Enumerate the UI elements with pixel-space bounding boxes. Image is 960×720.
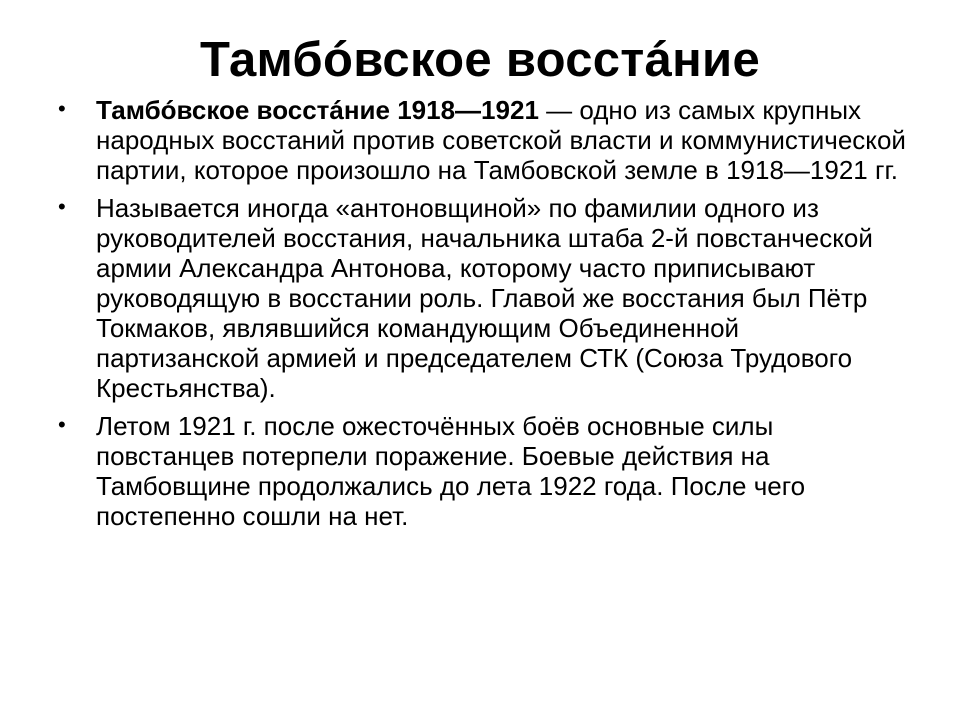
bullet-item <box>58 411 908 531</box>
bullet-item <box>58 95 908 185</box>
bullet-lead-text: Тамбóвское восстáние 1918—1921 <box>96 95 539 125</box>
bullet-dot-icon: • <box>58 194 66 219</box>
slide-title: Тамбóвское восстáние <box>199 33 761 87</box>
bullet-item <box>58 193 908 403</box>
bullet-text: Называется иногда «антоновщиной» по фамилии одного из руководителей восстания, начальника штаба 2-й повстанческой армии Александра Антонова, которому часто приписывают руководящую в восстании роль. Главой же восстания был Пётр Токмаков, являвшийся командующим Объединенной партизанской армией и председателем СТК (Союза Трудового Крестьянства). <box>96 193 873 403</box>
bullet-text: — одно из самых крупных народных восстаний против советской власти и коммунистической партии, которое произошло на Тамбовской земле в 1918—1921 гг. <box>96 95 906 185</box>
bullet-dot-icon: • <box>58 96 66 121</box>
bullet-dot-icon: • <box>58 412 66 437</box>
bullet-list <box>58 95 908 539</box>
bullet-text: Летом 1921 г. после ожесточённых боёв основные силы повстанцев потерпели поражение. Боевые действия на Тамбовщине продолжались до лета 1922 года. После чего постепенно сошли на нет. <box>96 411 806 531</box>
